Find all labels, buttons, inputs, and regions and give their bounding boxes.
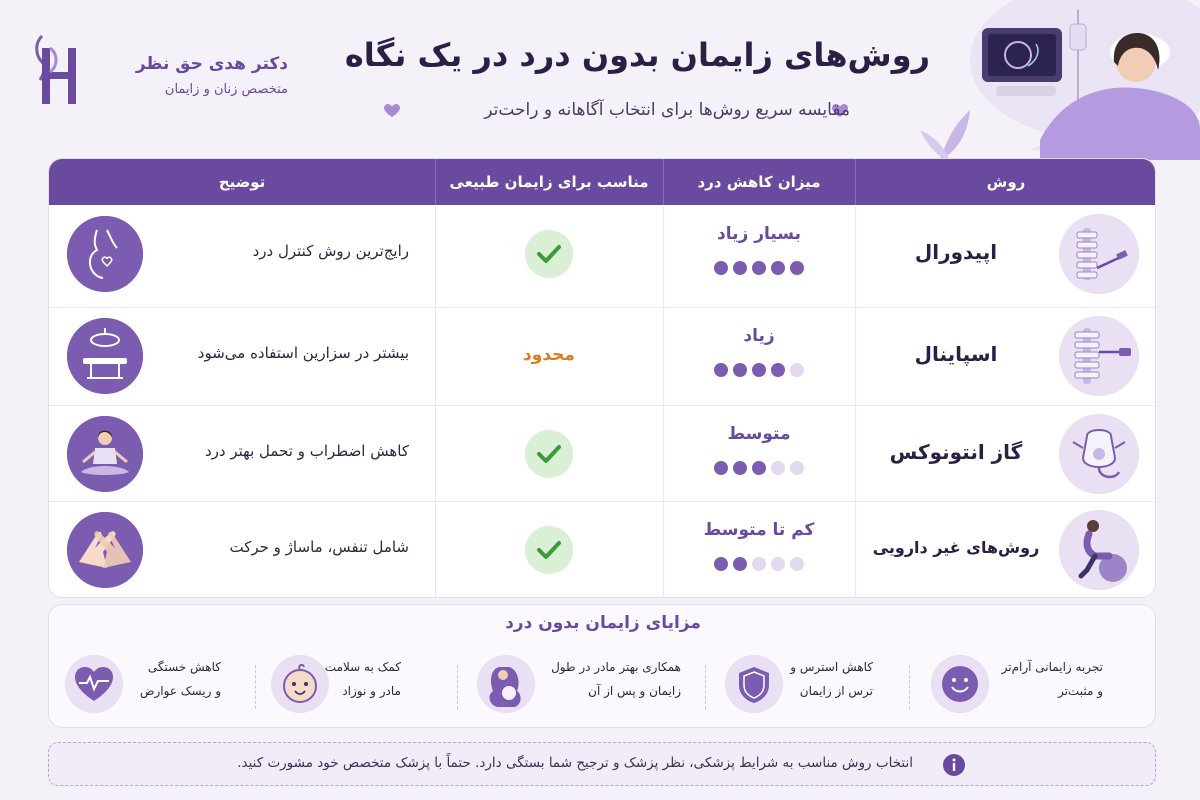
pain-level-dot — [752, 261, 766, 275]
benefit-line: تجربه زایمانی آرام‌تر — [1001, 660, 1103, 674]
brand-name: دکتر هدی حق نظر — [135, 54, 288, 74]
pain-level-dot — [752, 461, 766, 475]
header-natural-birth: مناسب برای زایمان طبیعی — [449, 173, 649, 191]
table-row — [49, 205, 1156, 303]
pain-level-dot — [733, 461, 747, 475]
pain-level-label: زیاد — [743, 326, 775, 346]
natural-birth-value: محدود — [523, 345, 575, 365]
benefit-line: و مثبت‌تر — [1057, 684, 1103, 698]
meditation-icon — [67, 416, 143, 492]
pain-level-dot — [790, 261, 804, 275]
pain-level-dot — [733, 557, 747, 571]
baby-face-icon — [271, 655, 329, 713]
benefit-text — [140, 655, 221, 703]
comparison-table — [48, 158, 1156, 598]
pain-level-dot — [790, 363, 804, 377]
massage-hands-icon — [67, 512, 143, 588]
benefit-line: کاهش استرس و — [790, 660, 873, 674]
method-description: بیشتر در سزارین استفاده می‌شود — [197, 344, 409, 362]
check-icon — [525, 230, 573, 278]
brand-subtitle: متخصص زنان و زایمان — [164, 82, 288, 97]
method-name: روش‌های غیر دارویی — [872, 538, 1040, 557]
pain-level-dot — [714, 261, 728, 275]
pain-level-label: کم تا متوسط — [703, 520, 815, 540]
benefit-line: کمک به سلامت — [324, 660, 401, 674]
pain-level-dot — [752, 557, 766, 571]
benefit-divider — [705, 665, 706, 709]
table-row — [49, 501, 1156, 598]
benefit-divider — [457, 665, 458, 709]
check-icon — [525, 430, 573, 478]
benefit-text — [1002, 655, 1103, 703]
logo-h-monogram-icon — [28, 30, 90, 108]
pain-level-dot — [771, 363, 785, 377]
benefit-text — [790, 655, 873, 703]
spine-injection-icon — [1059, 214, 1139, 294]
table-row — [49, 307, 1156, 405]
benefit-divider — [255, 665, 256, 709]
brand-logo — [28, 24, 288, 114]
benefits-panel — [48, 604, 1156, 728]
pain-level-dot — [771, 461, 785, 475]
heart-icon — [384, 104, 400, 118]
note-text: انتخاب روش مناسب به شرایط پزشکی، نظر پزشک و ترجیح شما بستگی دارد. حتماً با پزشک متخصص خود مشورت کنید. — [237, 755, 913, 771]
method-description: شامل تنفس، ماساژ و حرکت — [229, 538, 409, 556]
pain-level-dot — [714, 363, 728, 377]
smile-icon — [931, 655, 989, 713]
pain-level-dot — [790, 557, 804, 571]
benefit-line: همکاری بهتر مادر در طول — [551, 660, 681, 674]
pregnant-belly-icon — [67, 216, 143, 292]
page-title: روش‌های زایمان بدون درد در یک نگاه — [344, 36, 930, 74]
spinal-needle-icon — [1059, 316, 1139, 396]
pain-level-dot — [714, 557, 728, 571]
pain-level-dots — [664, 260, 854, 279]
table-header — [49, 159, 1156, 205]
pain-level-label: متوسط — [727, 424, 791, 444]
patient-illustration-icon — [900, 0, 1200, 170]
method-name: گاز انتونوکس — [889, 440, 1023, 464]
benefit-text — [325, 655, 401, 703]
gas-mask-icon — [1059, 414, 1139, 494]
birth-ball-icon — [1059, 510, 1139, 590]
method-description: رایج‌ترین روش کنترل درد — [252, 242, 409, 260]
mother-baby-icon — [477, 655, 535, 713]
method-name: اسپاینال — [914, 342, 998, 366]
benefits-title: مزایای زایمان بدون درد — [505, 613, 701, 633]
method-name: اپیدورال — [914, 240, 998, 264]
page-subtitle: مقایسه سریع روش‌ها برای انتخاب آگاهانه و راحت‌تر — [484, 100, 850, 120]
method-description: کاهش اضطراب و تحمل بهتر درد — [205, 442, 409, 460]
info-icon — [943, 754, 965, 776]
header-pain-reduction: میزان کاهش درد — [697, 173, 821, 191]
header-description: توضیح — [218, 173, 266, 191]
check-icon — [525, 526, 573, 574]
pain-level-dot — [790, 461, 804, 475]
benefit-line: و ریسک عوارض — [140, 684, 221, 698]
benefit-line: کاهش خستگی — [147, 660, 221, 674]
pain-level-dot — [752, 363, 766, 377]
pain-level-dot — [771, 557, 785, 571]
pain-level-dots — [664, 556, 854, 575]
benefit-divider — [909, 665, 910, 709]
pain-level-dot — [733, 261, 747, 275]
disclaimer-note — [48, 742, 1156, 786]
operating-table-icon — [67, 318, 143, 394]
pain-level-dots — [664, 362, 854, 381]
benefit-text — [551, 655, 681, 703]
pain-level-dot — [771, 261, 785, 275]
pain-level-dot — [714, 461, 728, 475]
heart-pulse-icon — [65, 655, 123, 713]
shield-icon — [725, 655, 783, 713]
benefit-line: ترس از زایمان — [799, 684, 873, 698]
benefit-line: زایمان و پس از آن — [588, 684, 681, 698]
benefit-line: مادر و نوزاد — [342, 684, 401, 698]
table-row — [49, 405, 1156, 503]
pain-level-label: بسیار زیاد — [717, 224, 801, 244]
header-method: روش — [986, 173, 1026, 191]
pain-level-dots — [664, 460, 854, 479]
pain-level-dot — [733, 363, 747, 377]
